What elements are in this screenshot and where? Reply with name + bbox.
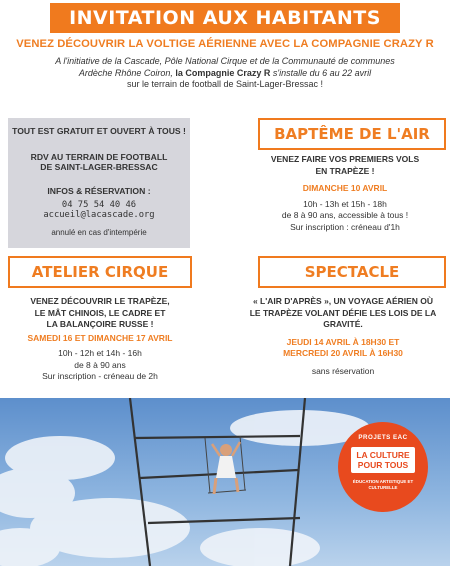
atelier-date: SAMEDI 16 ET DIMANCHE 17 AVRIL: [27, 332, 173, 343]
info-free: TOUT EST GRATUIT ET OUVERT À TOUS !: [12, 126, 186, 136]
bapteme-details: [240, 154, 450, 233]
info-rdv-1: RDV AU TERRAIN DE FOOTBALL: [30, 152, 168, 162]
spectacle-details: [236, 296, 450, 377]
intro-line-1: A l'initiative de la Cascade, Pôle National Cirque et de la Communauté de communes: [55, 56, 395, 66]
badge-main-2: POUR TOUS: [357, 460, 409, 470]
atelier-signup: Sur inscription - créneau de 2h: [42, 371, 158, 381]
spectacle-desc-3: GRAVITÉ.: [323, 319, 363, 329]
badge-main: [351, 447, 415, 473]
info-weather: annulé en cas d'intempérie: [51, 228, 147, 237]
info-email: accueil@lacascade.org: [43, 210, 155, 220]
badge-bottom: ÉDUCATION ARTISTIQUE ET CULTURELLE: [352, 479, 414, 490]
bapteme-desc-1: VENEZ FAIRE VOS PREMIERS VOLS: [270, 154, 420, 164]
atelier-desc-2: LE MÂT CHINOIS, LE CADRE ET: [34, 307, 166, 318]
info-reservation: INFOS & RÉSERVATION :: [47, 186, 151, 196]
atelier-desc-1: VENEZ DÉCOUVRIR LE TRAPÈZE,: [30, 296, 170, 306]
bapteme-signup: Sur inscription : créneau d'1h: [290, 221, 400, 232]
bapteme-title: BAPTÊME DE L'AIR: [274, 125, 430, 143]
info-phone: 04 75 54 40 46: [61, 200, 137, 210]
intro-line-2: [20, 68, 430, 80]
bapteme-desc-2: EN TRAPÈZE !: [315, 165, 375, 176]
atelier-hours: 10h - 12h et 14h - 16h: [58, 348, 142, 358]
bapteme-hours: 10h - 13h et 15h - 18h: [303, 198, 387, 209]
eac-badge: [338, 422, 428, 512]
headline: VENEZ DÉCOUVRIR LA VOLTIGE AÉRIENNE AVEC LA COMPAGNIE CRAZY R: [16, 38, 434, 50]
info-box: [8, 118, 190, 248]
spectacle-date-2: MERCREDI 20 AVRIL À 16H30: [283, 348, 403, 358]
spectacle-date-1: JEUDI 14 AVRIL À 18H30 ET: [286, 336, 400, 347]
intro-company: la Compagnie Crazy R: [175, 67, 271, 78]
intro-line-2-a: Ardèche Rhône Coiron,: [78, 67, 176, 78]
bapteme-ages: de 8 à 90 ans, accessible à tous !: [281, 210, 409, 220]
badge-top: PROJETS EAC: [358, 434, 408, 441]
atelier-desc-3: LA BALANÇOIRE RUSSE !: [46, 319, 154, 329]
atelier-details: [0, 296, 200, 383]
intro-line-2-c: s'installe du 6 au 22 avril: [270, 67, 372, 78]
info-rdv-2: DE SAINT-LAGER-BRESSAC: [40, 162, 158, 172]
atelier-title-box: [8, 256, 192, 288]
atelier-title: ATELIER CIRQUE: [31, 263, 169, 281]
spectacle-title: SPECTACLE: [304, 263, 400, 281]
atelier-ages: de 8 à 90 ans: [74, 359, 126, 370]
spectacle-note: sans réservation: [311, 365, 375, 376]
spectacle-desc-1: « L'AIR D'APRÈS », UN VOYAGE AÉRIEN OÙ: [252, 296, 434, 306]
bapteme-date: DIMANCHE 10 AVRIL: [302, 183, 388, 193]
badge-main-1: LA CULTURE: [356, 450, 410, 460]
spectacle-title-box: [258, 256, 446, 288]
spectacle-desc-2: LE TRAPÈZE VOLANT DÉFIE LES LOIS DE LA: [249, 307, 437, 318]
title-banner: [50, 3, 400, 33]
intro-text: [20, 56, 430, 91]
banner-title: INVITATION AUX HABITANTS: [69, 7, 381, 29]
intro-line-3: sur le terrain de football de Saint-Lager-Bressac !: [126, 79, 324, 89]
bapteme-title-box: [258, 118, 446, 150]
